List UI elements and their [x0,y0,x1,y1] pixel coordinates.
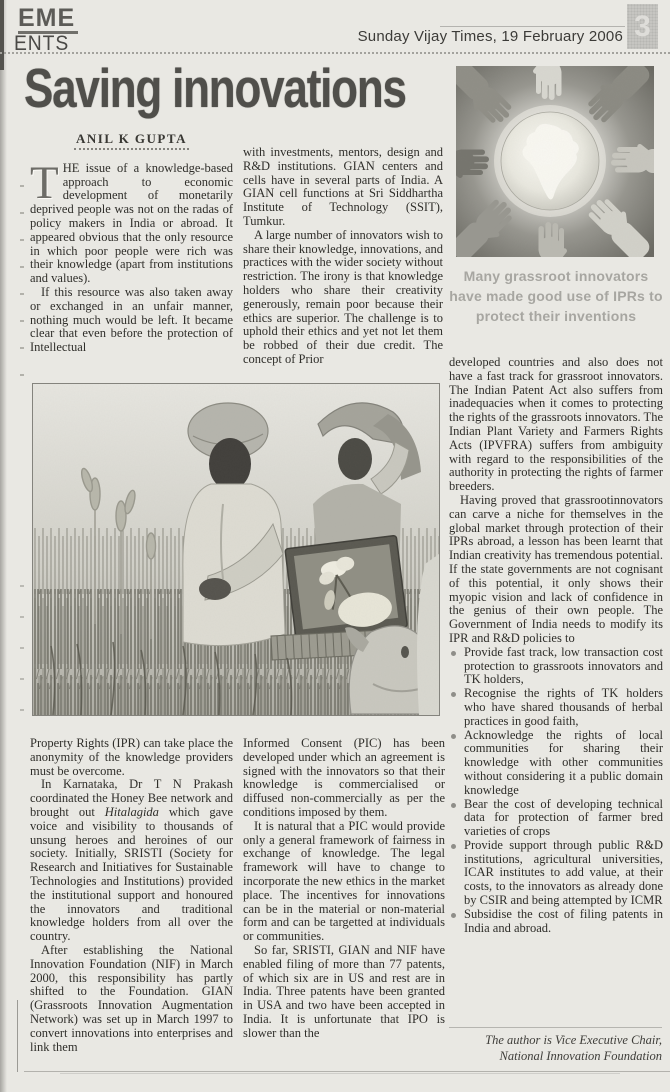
bullet-dot-icon [451,734,456,739]
author-footer-line2: National Innovation Foundation [499,1048,662,1063]
italic-title: Hitalagida [104,804,159,819]
paragraph: Having proved that grassrootinnovators can carve a niche for themselves in the global market through protection of their IPRs abroad, a lesson has been learnt that Indian creativity has tremendous potential. If the state governments are not cognisant of this potential, it only shows their myopic vision and lack of confidence in the genius of their own people. The Government of India needs to modify its IPR and R&D policies to [449,492,663,645]
bottom-divider [24,1071,670,1072]
bullet-dot-icon [451,692,456,697]
masthead-fragment-bottom: ENTS [14,32,70,55]
column-1-bottom [30,737,233,1054]
paragraph: So far, SRISTI, GIAN and NIF have enabled filing of more than 77 patents, of which six are in US and rest are in India. Three patents have been granted in USA and two have been accepted in India. It is unfortunate that IPO is slower than the [243,942,445,1040]
paragraph: with investments, mentors, design and R&D institutions. GIAN centers and cells have in several parts of India. A GIAN cell functions at Sri Siddhartha Institute of Technology (SSIT), Tumkur. [243,145,443,228]
globe-photo-caption: Many grassroot innovators have made good use of IPRs to protect their inventions [449,268,663,324]
edition-date: Sunday Vijay Times, 19 February 2006 [357,28,623,45]
edge-tick-marks [20,585,24,715]
page-number-badge: 3 [627,4,658,49]
policy-bullet-list [449,646,663,936]
masthead-divider [0,52,670,54]
list-item: Provide fast track, low transaction cost protection to grassroots innovators and TK holders, [449,646,663,687]
list-item: Bear the cost of developing technical data for protection of farmer bred varieties of crops [449,798,663,839]
column-2-bottom [243,737,445,1041]
left-edge-shade [0,0,7,1092]
farmers-field-photo [32,383,440,716]
author-footer-line1: The author is Vice Executive Chair, [485,1033,662,1047]
masthead-fragment-top: EME [18,5,78,34]
article-headline [24,58,456,126]
bullet-dot-icon [451,803,456,808]
paragraph: Property Rights (IPR) can take place the anonymity of the knowledge providers must be overcome. [30,736,233,778]
farmers-field-illustration [33,384,439,715]
globe-hands-illustration [456,66,654,257]
column-2-top [243,146,443,367]
list-item: Provide support through public R&D institutions, agricultural universities, ICAR institutes to add value, at their costs, to the innovators as already done by CSIR and being attempted by ICMR [449,839,663,908]
paragraph: In Karnataka, Dr T N Prakash coordinated the Honey Bee network and brought out Hitalagida which gave voice and visibility to thousands of unsung heroes and heroines of our society. Initially, SRISTI (Society for Research and Initiatives for Sustainable Technologies and Institutions) provided the institutional support and honoured the innovators and traditional knowledge holders from all over the country. [30,777,233,944]
list-item: Recognise the rights of TK holders who have shared thousands of herbal practices in good faith, [449,687,663,728]
drop-cap: T [30,156,59,209]
list-item: Acknowledge the rights of local communities for sharing their knowledge with other communities without considering it a public domain knowledge [449,729,663,798]
bullet-dot-icon [451,913,456,918]
bullet-dot-icon [451,844,456,849]
date-rule [440,26,625,27]
paragraph: If this resource was also taken away or exchanged in an unfair manner, nothing much would be left. It became clear that even before the protection of Intellectual [30,284,233,355]
paragraph: Informed Consent (PIC) has been developed under which an agreement is signed with the innovators so that their knowledge is commercialised or diffused non-commercially as per the conditions imposed by them. [243,736,445,819]
list-item: Subsidise the cost of filing patents in India and abroad. [449,908,663,936]
author-byline: ANIL K GUPTA [74,132,189,150]
bottom-divider-faint [60,1073,620,1074]
edge-tick-marks [20,185,24,385]
column-1-top [30,132,233,355]
paragraph: developed countries and also does not have a fast track for grassroot innovators. The Indian Patent Act also suffers from inadequacies when it comes to protecting the rights of the grassroots innovators. The Indian Plant Variety and Farmers Rights Acts (IPVFRA) suffers from ambiguity with regard to the responsibilities of the authority in protecting the rights of farmer breeders. [449,355,663,494]
paragraph: A large number of innovators wish to share their knowledge, innovations, and practices with the wider society without restriction. The irony is that knowledge holders who share their creativity generously, remain poor because their ethics are superior. The challenge is to uphold their ethics and yet not let them be robbed of their due credit. The concept of Prior [243,227,443,366]
paragraph: After establishing the National Innovation Foundation (NIF) in March 2000, this responsibility has partly shifted to the Foundation. GIAN (Grassroots Innovation Augmentation Network) was set up in March 1997 to convert innovations into enterprises and link them [30,942,233,1054]
author-footer [420,1033,662,1064]
hands-around-globe-photo [456,66,654,257]
bullet-dot-icon [451,651,456,656]
column-rule [17,1000,18,1072]
paragraph: It is natural that a PIC would provide only a general framework of fairness in exchange of knowledge. The legal framework will have to change to incorporate the new ethics in the market place. The incentives for innovations can be in the material or non-material form and can be targetted at individuals or communities. [243,818,445,944]
paragraph: THE issue of a knowledge-based approach to economic development of monetarily deprived people was not on the radas of policy makers in India or abroad. It appeared obvious that the only resource in which poor people were rich was their knowledge (apart from institutions and values). [30,156,233,286]
headline-text: Saving innovations [24,57,406,119]
column-3 [449,356,663,935]
footer-divider [449,1027,662,1028]
scan-corner-mark [0,0,4,70]
